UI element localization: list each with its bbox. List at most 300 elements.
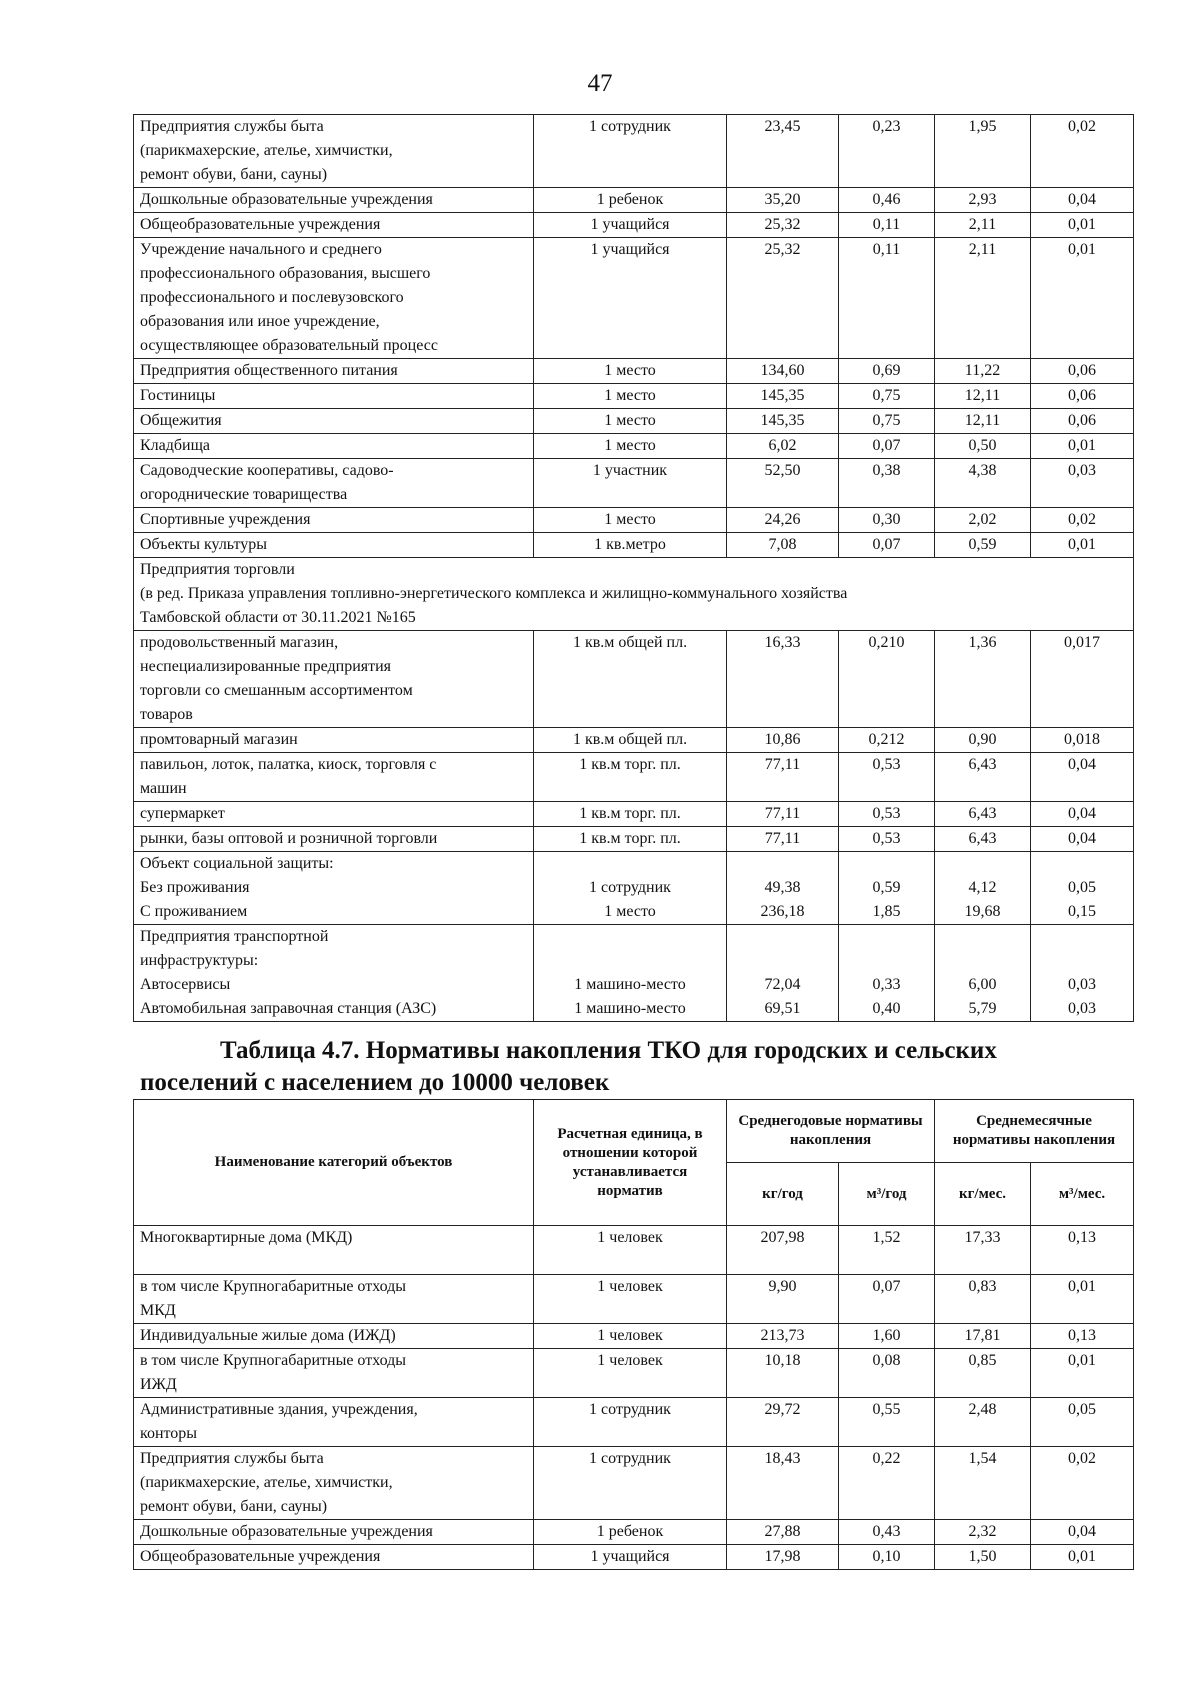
kg-per-year [727, 827, 839, 852]
m3-per-month [1031, 1324, 1134, 1349]
m3-per-year [839, 1275, 935, 1324]
calc-unit-line: 1 учащийся [590, 216, 670, 233]
calc-unit-line: 1 кв.м торг. пл. [579, 805, 681, 822]
m3-per-month-line: 0,01 [1068, 1278, 1097, 1295]
category-name-line: Объект социальной защиты: [140, 855, 334, 872]
category-name-line: ИЖД [140, 1376, 177, 1393]
calc-unit-line: 1 место [604, 362, 656, 379]
m3-per-month [1031, 1520, 1134, 1545]
category-name [134, 459, 534, 508]
kg-per-month-line: 0,83 [968, 1278, 997, 1295]
kg-per-year [727, 384, 839, 409]
kg-per-year-line: 29,72 [764, 1401, 801, 1418]
category-name [134, 1398, 534, 1447]
m3-per-year [839, 728, 935, 753]
table-row [134, 1275, 1134, 1324]
table-row [134, 728, 1134, 753]
calc-unit-line: 1 место [604, 903, 656, 920]
kg-per-year-line: 24,26 [764, 511, 801, 528]
category-name-line: Гостиницы [140, 387, 216, 404]
m3-per-year-line [845, 949, 928, 973]
kg-per-month [935, 409, 1031, 434]
m3-per-year [839, 409, 935, 434]
table-row [134, 753, 1134, 802]
calc-unit-line [540, 949, 720, 973]
table-row [134, 827, 1134, 852]
kg-per-month [935, 1398, 1031, 1447]
table-row [134, 1349, 1134, 1398]
table-caption-line2: поселений с населением до 10000 человек [140, 1069, 610, 1096]
kg-per-month [935, 631, 1031, 728]
calc-unit [534, 925, 727, 1022]
calc-unit-line: 1 ребенок [596, 1523, 664, 1540]
header-unit: Расчетная единица, в отношении которой устанавливается норматив [534, 1100, 727, 1226]
m3-per-month [1031, 1226, 1134, 1275]
m3-per-month [1031, 1447, 1134, 1520]
m3-per-year-line: 0,75 [872, 412, 901, 429]
category-name-line: в том числе Крупногабаритные отходы [140, 1278, 407, 1295]
m3-per-year-line: 0,46 [872, 191, 901, 208]
kg-per-year-line: 35,20 [764, 191, 801, 208]
calc-unit [534, 1226, 727, 1275]
calc-unit [534, 802, 727, 827]
m3-per-month-line: 0,017 [1064, 634, 1100, 651]
calc-unit-line: 1 кв.м общей пл. [572, 634, 688, 651]
category-name-line: машин [140, 780, 187, 797]
category-name-line: промтоварный магазин [140, 731, 298, 748]
m3-per-year [839, 1324, 935, 1349]
category-name-line: Административные здания, учреждения, [140, 1401, 418, 1418]
kg-per-year [727, 533, 839, 558]
kg-per-month [935, 1324, 1031, 1349]
kg-per-month-line: 5,79 [968, 1000, 997, 1017]
kg-per-year-line: 7,08 [768, 536, 797, 553]
category-name-line: рынки, базы оптовой и розничной торговли [140, 830, 438, 847]
calc-unit-line: 1 человек [597, 1229, 663, 1246]
category-name-line: неспециализированные предприятия [140, 658, 392, 675]
kg-per-year [727, 115, 839, 188]
m3-per-year [839, 827, 935, 852]
category-name-line: С проживанием [140, 903, 248, 920]
kg-per-year-line [733, 925, 832, 949]
calc-unit-line: 1 сотрудник [589, 1450, 671, 1467]
category-name [134, 728, 534, 753]
category-name-line: товаров [140, 706, 193, 723]
kg-per-month-line: 1,50 [968, 1548, 997, 1565]
calc-unit-line: 1 учащийся [590, 1548, 670, 1565]
m3-per-month-line: 0,04 [1068, 1523, 1097, 1540]
m3-per-year [839, 852, 935, 925]
m3-per-year-line: 0,11 [872, 241, 901, 258]
category-name [134, 384, 534, 409]
m3-per-year-line [845, 925, 928, 949]
kg-per-year-line: 10,18 [764, 1352, 801, 1369]
calc-unit [534, 1520, 727, 1545]
calc-unit [534, 384, 727, 409]
category-name-line: Предприятия транспортной [140, 928, 329, 945]
kg-per-month [935, 384, 1031, 409]
kg-per-month [935, 728, 1031, 753]
norms-table-4-7 [133, 1099, 1134, 1570]
m3-per-month-line: 0,05 [1068, 879, 1096, 896]
category-name-line: конторы [140, 1425, 198, 1442]
m3-per-month [1031, 384, 1134, 409]
kg-per-month-line: 6,43 [968, 805, 997, 822]
m3-per-month-line: 0,06 [1068, 387, 1096, 404]
calc-unit [534, 115, 727, 188]
kg-per-year [727, 213, 839, 238]
category-name [134, 115, 534, 188]
calc-unit-line [540, 925, 720, 949]
category-name-line: Дошкольные образовательные учреждения [140, 1523, 433, 1540]
kg-per-year-line: 72,04 [764, 976, 801, 993]
category-name-line: Общежития [140, 412, 222, 429]
table-row [134, 459, 1134, 508]
m3-per-year-line: 0,55 [872, 1401, 901, 1418]
category-name [134, 1520, 534, 1545]
kg-per-year [727, 1226, 839, 1275]
kg-per-year [727, 508, 839, 533]
kg-per-year-line: 23,45 [764, 118, 801, 135]
m3-per-year-line: 0,210 [868, 634, 905, 651]
kg-per-year-line: 213,73 [760, 1327, 805, 1344]
section-row-cell-line: Тамбовской области от 30.11.2021 №165 [140, 609, 416, 626]
kg-per-month [935, 925, 1031, 1022]
m3-per-month-line: 0,13 [1068, 1327, 1097, 1344]
table-row [134, 359, 1134, 384]
kg-per-month-line: 6,43 [968, 756, 997, 773]
category-name-line: осуществляющее образовательный процесс [140, 337, 438, 354]
m3-per-month [1031, 802, 1134, 827]
m3-per-month-line [1037, 949, 1127, 973]
m3-per-month-line: 0,15 [1068, 903, 1096, 920]
m3-per-month-line: 0,03 [1068, 1000, 1096, 1017]
category-name [134, 213, 534, 238]
kg-per-year [727, 852, 839, 925]
kg-per-year-line: 134,60 [760, 362, 805, 379]
kg-per-year-line: 10,86 [764, 731, 801, 748]
m3-per-year-line: 0,07 [872, 437, 901, 454]
m3-per-year [839, 459, 935, 508]
kg-per-month [935, 533, 1031, 558]
kg-per-month-line: 17,33 [964, 1229, 1001, 1246]
header-row [134, 1100, 1134, 1163]
table-row [134, 1520, 1134, 1545]
m3-per-year-line: 0,59 [872, 879, 901, 896]
category-name-line: инфраструктуры: [140, 952, 259, 969]
m3-per-month [1031, 508, 1134, 533]
m3-per-month [1031, 459, 1134, 508]
kg-per-month-line: 4,12 [968, 879, 997, 896]
page-number: 47 [587, 70, 613, 97]
kg-per-month-line: 11,22 [964, 362, 1001, 379]
m3-per-year [839, 384, 935, 409]
m3-per-year [839, 238, 935, 359]
m3-per-month [1031, 188, 1134, 213]
table-caption [140, 1035, 1130, 1099]
kg-per-year-line: 18,43 [764, 1450, 801, 1467]
m3-per-year-line: 0,53 [872, 830, 901, 847]
m3-per-year [839, 1447, 935, 1520]
kg-per-month-line: 2,48 [968, 1401, 997, 1418]
kg-per-year-line: 25,32 [764, 241, 801, 258]
kg-per-year-line [733, 949, 832, 973]
m3-per-month-line: 0,03 [1068, 462, 1096, 479]
norms-table-continued [133, 114, 1134, 1022]
m3-per-year-line: 0,38 [872, 462, 901, 479]
m3-per-year-line: 0,07 [872, 1278, 901, 1295]
category-name-line: Объекты культуры [140, 536, 268, 553]
m3-per-year [839, 753, 935, 802]
table-row [134, 558, 1134, 631]
m3-per-month-line: 0,13 [1068, 1229, 1097, 1246]
category-name-line: Автосервисы [140, 976, 231, 993]
m3-per-month-line: 0,06 [1068, 362, 1096, 379]
kg-per-month [935, 753, 1031, 802]
table-row [134, 925, 1134, 1022]
m3-per-month-line: 0,06 [1068, 412, 1096, 429]
category-name-line: Без проживания [140, 879, 250, 896]
calc-unit-line: 1 кв.м общей пл. [572, 731, 688, 748]
kg-per-year [727, 1447, 839, 1520]
kg-per-month [935, 508, 1031, 533]
m3-per-year [839, 631, 935, 728]
kg-per-year-line: 145,35 [760, 412, 805, 429]
kg-per-month [935, 852, 1031, 925]
kg-per-month-line [941, 925, 1024, 949]
category-name-line: Автомобильная заправочная станция (АЗС) [140, 1000, 437, 1017]
calc-unit-line: 1 кв.м торг. пл. [579, 756, 681, 773]
kg-per-month-line: 2,11 [968, 241, 997, 258]
table-row [134, 802, 1134, 827]
m3-per-month-line: 0,02 [1068, 511, 1096, 528]
m3-per-month-line: 0,01 [1068, 241, 1096, 258]
kg-per-month-line: 17,81 [964, 1327, 1001, 1344]
kg-per-year [727, 1545, 839, 1570]
m3-per-month [1031, 359, 1134, 384]
calc-unit-line: 1 ребенок [596, 191, 664, 208]
section-row-cell [134, 558, 1134, 631]
table-row [134, 1545, 1134, 1570]
kg-per-year [727, 1324, 839, 1349]
m3-per-year-line: 0,11 [872, 216, 901, 233]
category-name-line: павильон, лоток, палатка, киоск, торговля с [140, 756, 437, 773]
kg-per-month-line: 0,90 [968, 731, 997, 748]
kg-per-month-line: 1,36 [968, 634, 997, 651]
m3-per-month [1031, 827, 1134, 852]
m3-per-month [1031, 631, 1134, 728]
kg-per-month-line: 0,59 [968, 536, 997, 553]
calc-unit [534, 409, 727, 434]
calc-unit-line: 1 машино-место [574, 976, 686, 993]
kg-per-month-line: 12,11 [964, 387, 1001, 404]
m3-per-month-line: 0,01 [1068, 216, 1096, 233]
kg-per-month [935, 1349, 1031, 1398]
category-name [134, 631, 534, 728]
m3-per-month [1031, 533, 1134, 558]
calc-unit [534, 213, 727, 238]
kg-per-month [935, 1545, 1031, 1570]
m3-per-month-line: 0,01 [1068, 1352, 1097, 1369]
category-name-line: в том числе Крупногабаритные отходы [140, 1352, 407, 1369]
kg-per-month-line: 1,54 [968, 1450, 997, 1467]
category-name [134, 238, 534, 359]
table-row [134, 631, 1134, 728]
m3-per-year [839, 1520, 935, 1545]
m3-per-year [839, 188, 935, 213]
category-name-line [140, 1250, 527, 1274]
kg-per-year-line: 77,11 [764, 756, 801, 773]
calc-unit [534, 852, 727, 925]
m3-per-month [1031, 753, 1134, 802]
m3-per-year-line: 1,85 [872, 903, 901, 920]
m3-per-month-line: 0,04 [1068, 805, 1096, 822]
header-m3-year: м³/год [839, 1163, 935, 1226]
kg-per-month [935, 359, 1031, 384]
calc-unit [534, 533, 727, 558]
kg-per-year [727, 802, 839, 827]
header-annual: Среднегодовые нормативы накопления [727, 1100, 935, 1163]
m3-per-year-line: 0,212 [868, 731, 905, 748]
category-name [134, 753, 534, 802]
kg-per-year [727, 359, 839, 384]
table-row [134, 434, 1134, 459]
calc-unit [534, 1324, 727, 1349]
kg-per-year-line: 27,88 [764, 1523, 801, 1540]
category-name [134, 852, 534, 925]
m3-per-month-line: 0,02 [1068, 118, 1096, 135]
kg-per-month [935, 213, 1031, 238]
calc-unit-line: 1 сотрудник [589, 879, 671, 896]
calc-unit [534, 1275, 727, 1324]
kg-per-month-line: 1,95 [968, 118, 997, 135]
kg-per-month-line: 6,00 [968, 976, 997, 993]
category-name-line: торговли со смешанным ассортиментом [140, 682, 413, 699]
calc-unit-line: 1 человек [597, 1327, 663, 1344]
category-name-line: МКД [140, 1302, 176, 1319]
table-row [134, 1398, 1134, 1447]
m3-per-month-line: 0,018 [1064, 731, 1100, 748]
kg-per-month-line: 0,50 [968, 437, 997, 454]
kg-per-year [727, 434, 839, 459]
table-row [134, 852, 1134, 925]
kg-per-month [935, 802, 1031, 827]
calc-unit [534, 188, 727, 213]
m3-per-month [1031, 1275, 1134, 1324]
calc-unit-line: 1 место [604, 412, 656, 429]
category-name-line: супермаркет [140, 805, 225, 822]
category-name-line: Индивидуальные жилые дома (ИЖД) [140, 1327, 396, 1344]
kg-per-month-line: 2,93 [968, 191, 997, 208]
calc-unit-line: 1 человек [597, 1278, 663, 1295]
calc-unit [534, 631, 727, 728]
category-name [134, 925, 534, 1022]
m3-per-month-line: 0,04 [1068, 191, 1096, 208]
kg-per-year-line: 69,51 [764, 1000, 801, 1017]
m3-per-year-line: 0,75 [872, 387, 901, 404]
calc-unit-line: 1 сотрудник [589, 118, 671, 135]
category-name-line: Спортивные учреждения [140, 511, 311, 528]
category-name [134, 359, 534, 384]
category-name-line: Общеобразовательные учреждения [140, 216, 381, 233]
kg-per-month [935, 1275, 1031, 1324]
kg-per-month [935, 188, 1031, 213]
calc-unit-line: 1 сотрудник [589, 1401, 671, 1418]
kg-per-year-line: 6,02 [768, 437, 797, 454]
table-row [134, 508, 1134, 533]
m3-per-year [839, 802, 935, 827]
category-name [134, 802, 534, 827]
kg-per-month-line: 12,11 [964, 412, 1001, 429]
category-name [134, 188, 534, 213]
category-name [134, 827, 534, 852]
calc-unit-line: 1 кв.м торг. пл. [579, 830, 681, 847]
calc-unit-line: 1 место [604, 437, 656, 454]
category-name-line: (парикмахерские, ателье, химчистки, [140, 1474, 393, 1491]
m3-per-year-line: 0,53 [872, 805, 901, 822]
kg-per-month [935, 1520, 1031, 1545]
kg-per-year [727, 459, 839, 508]
m3-per-year-line: 0,30 [872, 511, 901, 528]
kg-per-month-line: 0,85 [968, 1352, 997, 1369]
kg-per-year-line: 52,50 [764, 462, 801, 479]
m3-per-month-line: 0,05 [1068, 1401, 1097, 1418]
m3-per-year-line: 0,53 [872, 756, 901, 773]
kg-per-year-line [733, 852, 832, 876]
kg-per-year [727, 728, 839, 753]
m3-per-year-line: 1,52 [872, 1229, 901, 1246]
header-kg-month: кг/мес. [935, 1163, 1031, 1226]
calc-unit-line: 1 машино-место [574, 1000, 686, 1017]
section-row-cell-line: Предприятия торговли [140, 561, 295, 578]
calc-unit [534, 238, 727, 359]
m3-per-month [1031, 1349, 1134, 1398]
category-name [134, 1349, 534, 1398]
m3-per-year-line: 0,43 [872, 1523, 901, 1540]
kg-per-month-line: 6,43 [968, 830, 997, 847]
category-name [134, 1324, 534, 1349]
m3-per-month [1031, 1398, 1134, 1447]
category-name-line: образования или иное учреждение, [140, 313, 380, 330]
table-row [134, 1226, 1134, 1275]
category-name [134, 1275, 534, 1324]
m3-per-year-line: 0,69 [872, 362, 901, 379]
category-name-line: Садоводческие кооперативы, садово- [140, 462, 394, 479]
calc-unit-line: 1 участник [592, 462, 668, 479]
kg-per-year [727, 753, 839, 802]
m3-per-year-line: 1,60 [872, 1327, 901, 1344]
kg-per-year-line: 17,98 [764, 1548, 801, 1565]
m3-per-year [839, 213, 935, 238]
calc-unit-line [540, 852, 720, 876]
kg-per-year [727, 631, 839, 728]
calc-unit [534, 1447, 727, 1520]
category-name-line: профессионального и послевузовского [140, 289, 404, 306]
table-row [134, 384, 1134, 409]
category-name-line: Предприятия общественного питания [140, 362, 398, 379]
kg-per-month-line: 19,68 [964, 903, 1001, 920]
calc-unit [534, 359, 727, 384]
m3-per-month-line: 0,02 [1068, 1450, 1097, 1467]
calc-unit [534, 508, 727, 533]
m3-per-month [1031, 434, 1134, 459]
category-name-line: Предприятия службы быта [140, 118, 324, 135]
m3-per-year [839, 533, 935, 558]
calc-unit [534, 1349, 727, 1398]
calc-unit-line: 1 место [604, 511, 656, 528]
table-row [134, 409, 1134, 434]
kg-per-month-line: 4,38 [968, 462, 997, 479]
